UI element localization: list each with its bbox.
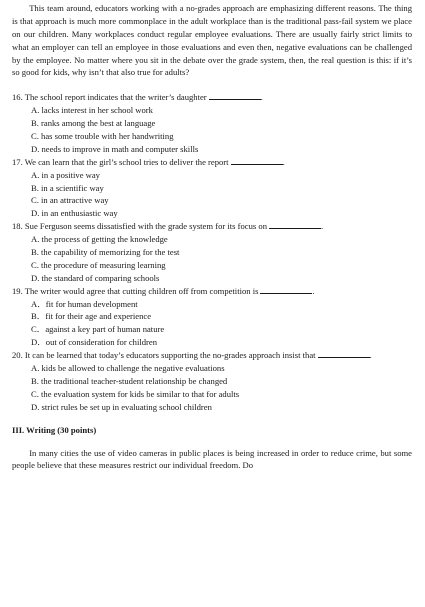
- section-title: III. Writing (30 points): [12, 424, 97, 435]
- option-c[interactable]: C. the procedure of measuring learning: [31, 259, 166, 270]
- option-a[interactable]: A. lacks interest in her school work: [31, 105, 153, 116]
- question-stem: 16. The school report indicates that the writer’s daughter: [12, 92, 207, 103]
- answer-blank[interactable]: [260, 285, 312, 294]
- option-c[interactable]: C. in an attractive way: [31, 195, 109, 206]
- option-b[interactable]: B．fit for their age and experience: [31, 311, 152, 322]
- question-20: 20. It can be learned that today’s educators supporting the no-grades approach insist that . A. kids be allowed to challenge the negative evaluations B. the traditional teacher-student relationship be changed C. the evaluation system for kids be similar to that for adults D. strict rules be set up in evaluating school children: [12, 349, 412, 413]
- answer-blank[interactable]: [209, 91, 261, 100]
- option-a[interactable]: A. the process of getting the knowledge: [31, 234, 168, 245]
- question-stem: 18. Sue Ferguson seems dissatisfied with the grade system for its focus on: [12, 221, 267, 232]
- question-18: 18. Sue Ferguson seems dissatisfied with the grade system for its focus on . A. the process of getting the knowledge B. the capability of memorizing for the test C. the procedure of measuring learning D. the standard of comparing schools: [12, 220, 412, 284]
- option-c[interactable]: C．against a key part of human nature: [31, 324, 165, 335]
- option-a[interactable]: A. in a positive way: [31, 169, 100, 180]
- answer-blank[interactable]: [231, 156, 283, 165]
- writing-prompt: In many cities the use of video cameras in public places is being increased in order to reduce crime, but some people believe that these measures restrict our individual freedom. Do: [12, 447, 412, 471]
- option-b[interactable]: B. ranks among the best at language: [31, 118, 156, 129]
- option-a[interactable]: A. kids be allowed to challenge the negative evaluations: [31, 363, 225, 374]
- question-stem: 20. It can be learned that today’s educators supporting the no-grades approach insist that: [12, 350, 316, 361]
- option-b[interactable]: B. the capability of memorizing for the test: [31, 247, 180, 258]
- question-17: 17. We can learn that the girl’s school tries to deliver the report . A. in a positive way B. in a scientific way C. in an attractive way D. in an enthusiastic way: [12, 156, 412, 220]
- option-d[interactable]: D．out of consideration for children: [31, 337, 158, 348]
- option-d[interactable]: D. the standard of comparing schools: [31, 272, 160, 283]
- option-c[interactable]: C. the evaluation system for kids be similar to that for adults: [31, 388, 240, 399]
- question-stem: 17. We can learn that the girl’s school tries to deliver the report: [12, 156, 229, 167]
- answer-blank[interactable]: [318, 349, 370, 358]
- question-16: 16. The school report indicates that the writer’s daughter . A. lacks interest in her school work B. ranks among the best at language C. has some trouble with her handwriting D. needs to improve in math and computer skills: [12, 91, 412, 155]
- option-a[interactable]: A．fit for human development: [31, 298, 138, 309]
- question-stem: 19. The writer would agree that cutting children off from competition is: [12, 285, 259, 296]
- option-d[interactable]: D. in an enthusiastic way: [31, 208, 118, 219]
- option-d[interactable]: D. needs to improve in math and computer skills: [31, 143, 199, 154]
- answer-blank[interactable]: [269, 220, 321, 229]
- passage-paragraph: This team around, educators working with a no-grades approach are emphasizing different reasons. The thing is that approach is much more commonplace in the adult workplace than is the traditional pass-fail system we place on our children. Many workplaces conduct regular employee evaluations. There are usually fairly strict limits to what an employer can tell an employee in those evaluations and even then, negative evaluations can be challenged by the employee. No matter where you sit in the debate over the grade system, then, the real question is this: if it’s so good for kids, why isn’t that also true for adults?: [12, 3, 412, 78]
- option-b[interactable]: B. the traditional teacher-student relationship be changed: [31, 375, 228, 386]
- option-b[interactable]: B. in a scientific way: [31, 182, 104, 193]
- option-c[interactable]: C. has some trouble with her handwriting: [31, 131, 174, 142]
- question-19: 19. The writer would agree that cutting children off from competition is . A．fit for human development B．fit for their age and experience C．against a key part of human nature D．out of consideration for children: [12, 285, 412, 349]
- option-d[interactable]: D. strict rules be set up in evaluating school children: [31, 401, 212, 412]
